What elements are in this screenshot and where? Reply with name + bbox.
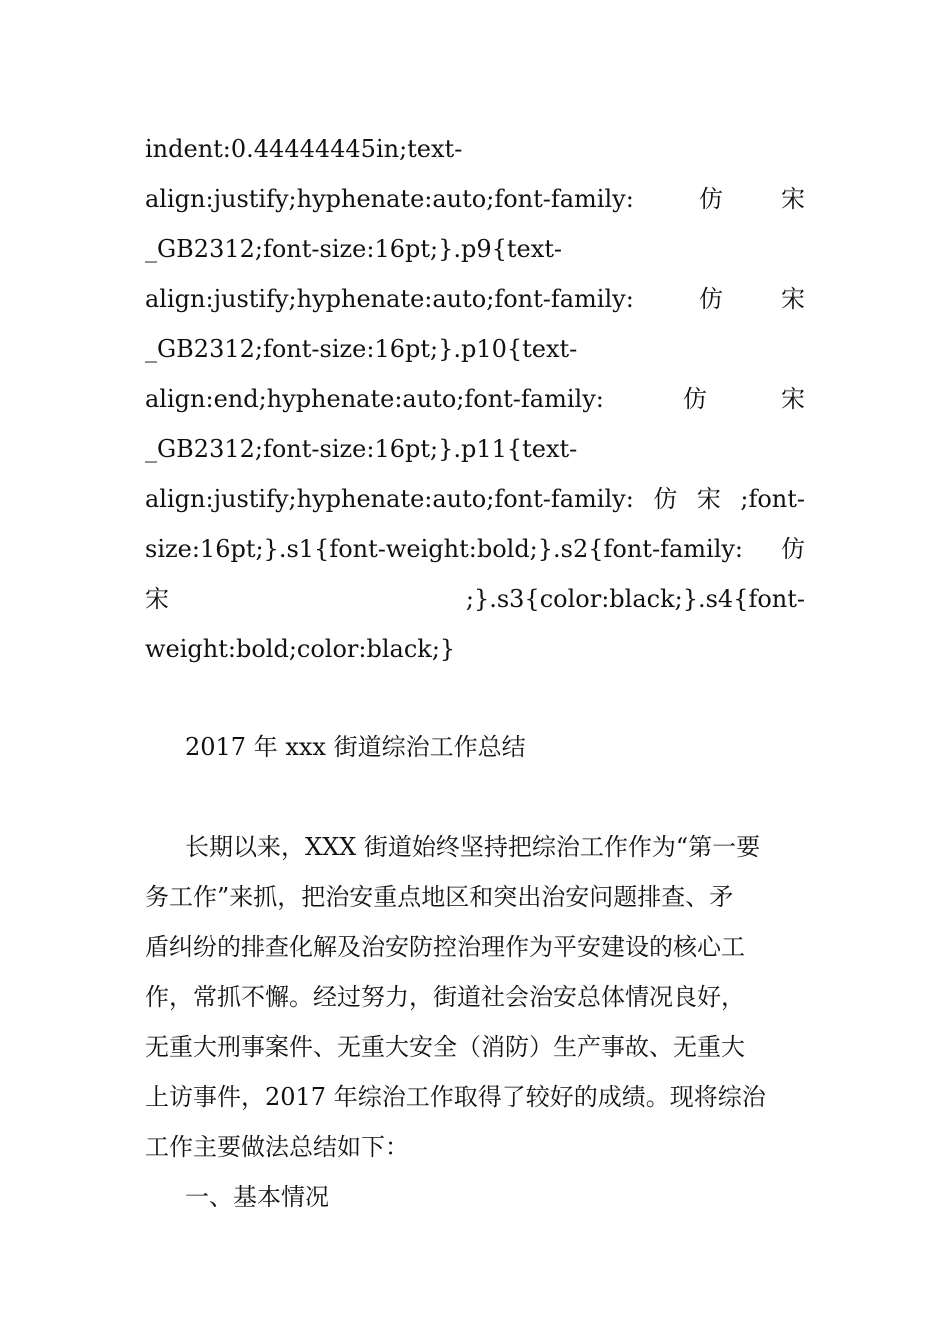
paragraph-line: 盾纠纷的排查化解及治安防控治理作为平安建设的核心工	[145, 933, 745, 961]
css-text: 宋	[781, 185, 805, 213]
css-text: align:justify;hyphenate:auto;font-family:	[145, 185, 634, 213]
css-text: align:justify;hyphenate:auto;font-family:	[145, 485, 634, 513]
css-text: ;font-	[740, 485, 805, 513]
css-text: 仿	[683, 385, 707, 413]
document-title: 2017 年 xxx 街道综治工作总结	[185, 733, 526, 761]
css-text: 宋	[145, 585, 169, 613]
css-line-10	[145, 574, 805, 624]
css-text: ;}.s3{color:black;}.s4{font-	[465, 585, 805, 613]
css-text: 仿	[699, 285, 723, 313]
css-text: 仿	[781, 535, 805, 563]
css-text: 宋	[696, 485, 721, 513]
css-text: 仿	[653, 485, 678, 513]
css-text: align:justify;hyphenate:auto;font-family:	[145, 285, 634, 313]
css-text: size:16pt;}.s1{font-weight:bold;}.s2{font-family:	[145, 535, 744, 563]
css-text: _GB2312;font-size:16pt;}.p9{text-	[145, 235, 563, 263]
css-text: indent:0.44444445in;text-	[145, 135, 463, 163]
css-line-5	[145, 324, 805, 374]
css-line-11	[145, 624, 805, 674]
css-line-3	[145, 224, 805, 274]
css-text: 宋	[781, 285, 805, 313]
css-line-7	[145, 424, 805, 474]
css-text: 仿	[699, 185, 723, 213]
css-line-1	[145, 124, 805, 174]
paragraph-line: 务工作”来抓，把治安重点地区和突出治安问题排查、矛	[145, 883, 734, 911]
paragraph-line: 无重大刑事案件、无重大安全（消防）生产事故、无重大	[145, 1033, 745, 1061]
css-text: weight:bold;color:black;}	[145, 635, 456, 663]
body-paragraph	[145, 822, 805, 1172]
paragraph-line: 长期以来，XXX 街道始终坚持把综治工作作为“第一要	[185, 833, 761, 861]
section-heading: 一、基本情况	[185, 1183, 329, 1211]
css-line-9	[145, 524, 805, 574]
paragraph-line: 上访事件，2017 年综治工作取得了较好的成绩。现将综治	[145, 1083, 766, 1111]
css-line-8	[145, 474, 805, 524]
paragraph-line: 工作主要做法总结如下：	[145, 1133, 409, 1161]
css-text: _GB2312;font-size:16pt;}.p10{text-	[145, 335, 578, 363]
css-line-4	[145, 274, 805, 324]
css-line-2	[145, 174, 805, 224]
css-text: align:end;hyphenate:auto;font-family:	[145, 385, 604, 413]
css-text: _GB2312;font-size:16pt;}.p11{text-	[145, 435, 578, 463]
paragraph-line: 作，常抓不懈。经过努力，街道社会治安总体情况良好，	[145, 983, 745, 1011]
css-line-6	[145, 374, 805, 424]
css-text: 宋	[781, 385, 805, 413]
